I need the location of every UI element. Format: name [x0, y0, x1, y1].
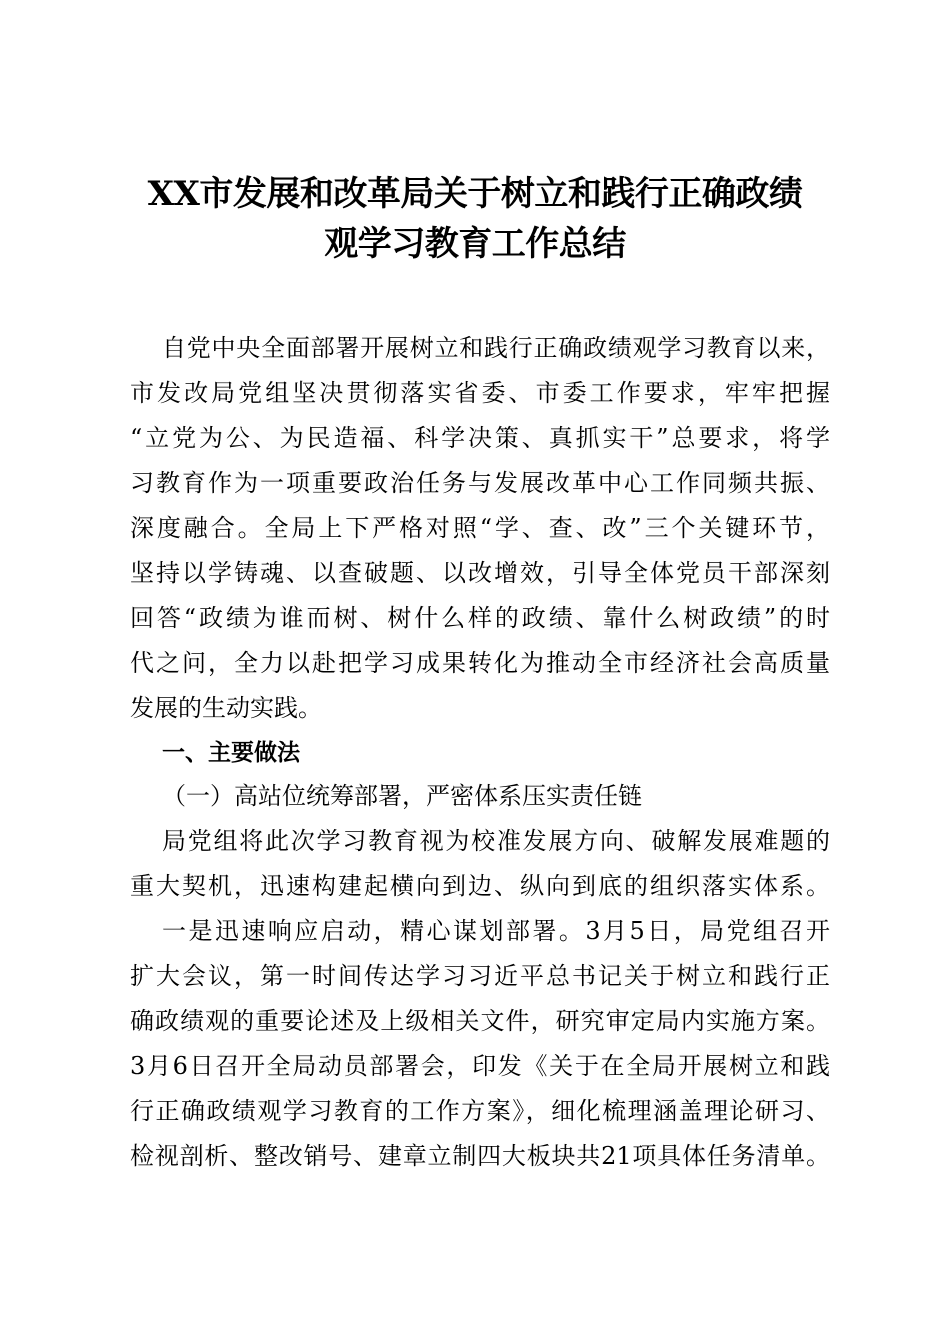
- intro-line-2: 市发改局党组坚决贯彻落实省委、市委工作要求，牢牢把握: [130, 379, 830, 407]
- document-title-line-2: 观学习教育工作总结: [324, 224, 626, 264]
- intro-line-9: 发展的生动实践。: [130, 694, 322, 722]
- para3-line-6: 检视剖析、整改销号、建章立制四大板块共21项具体任务清单。: [130, 1142, 830, 1170]
- para3-line-5: 行正确政绩观学习教育的工作方案》，细化梳理涵盖理论研习、: [130, 1097, 830, 1125]
- para3-line-2: 扩大会议，第一时间传达学习习近平总书记关于树立和践行正: [130, 962, 830, 990]
- section-heading-main-practices: 一、主要做法: [162, 740, 300, 766]
- subsection-heading-1: （一）高站位统筹部署，严密体系压实责任链: [162, 782, 642, 810]
- para3-line-3: 确政绩观的重要论述及上级相关文件，研究审定局内实施方案。: [130, 1007, 830, 1035]
- para3-line-1: 一是迅速响应启动，精心谋划部署。3月5日，局党组召开: [162, 917, 830, 945]
- intro-line-1: 自党中央全面部署开展树立和践行正确政绩观学习教育以来，: [162, 334, 830, 362]
- intro-line-4: 习教育作为一项重要政治任务与发展改革中心工作同频共振、: [130, 469, 830, 497]
- intro-line-8: 代之问，全力以赴把学习成果转化为推动全市经济社会高质量: [130, 649, 830, 677]
- document-title-line-1: XX市发展和改革局关于树立和践行正确政绩: [147, 174, 803, 214]
- intro-line-5: 深度融合。全局上下严格对照“学、查、改”三个关键环节，: [130, 514, 830, 542]
- intro-line-7: 回答“政绩为谁而树、树什么样的政绩、靠什么树政绩”的时: [130, 604, 830, 632]
- intro-line-3: “立党为公、为民造福、科学决策、真抓实干”总要求，将学: [130, 424, 830, 452]
- para2-line-2: 重大契机，迅速构建起横向到边、纵向到底的组织落实体系。: [130, 872, 830, 900]
- para3-line-4: 3月6日召开全局动员部署会，印发《关于在全局开展树立和践: [130, 1052, 830, 1080]
- para2-line-1: 局党组将此次学习教育视为校准发展方向、破解发展难题的: [162, 827, 830, 855]
- intro-line-6: 坚持以学铸魂、以查破题、以改增效，引导全体党员干部深刻: [130, 559, 830, 587]
